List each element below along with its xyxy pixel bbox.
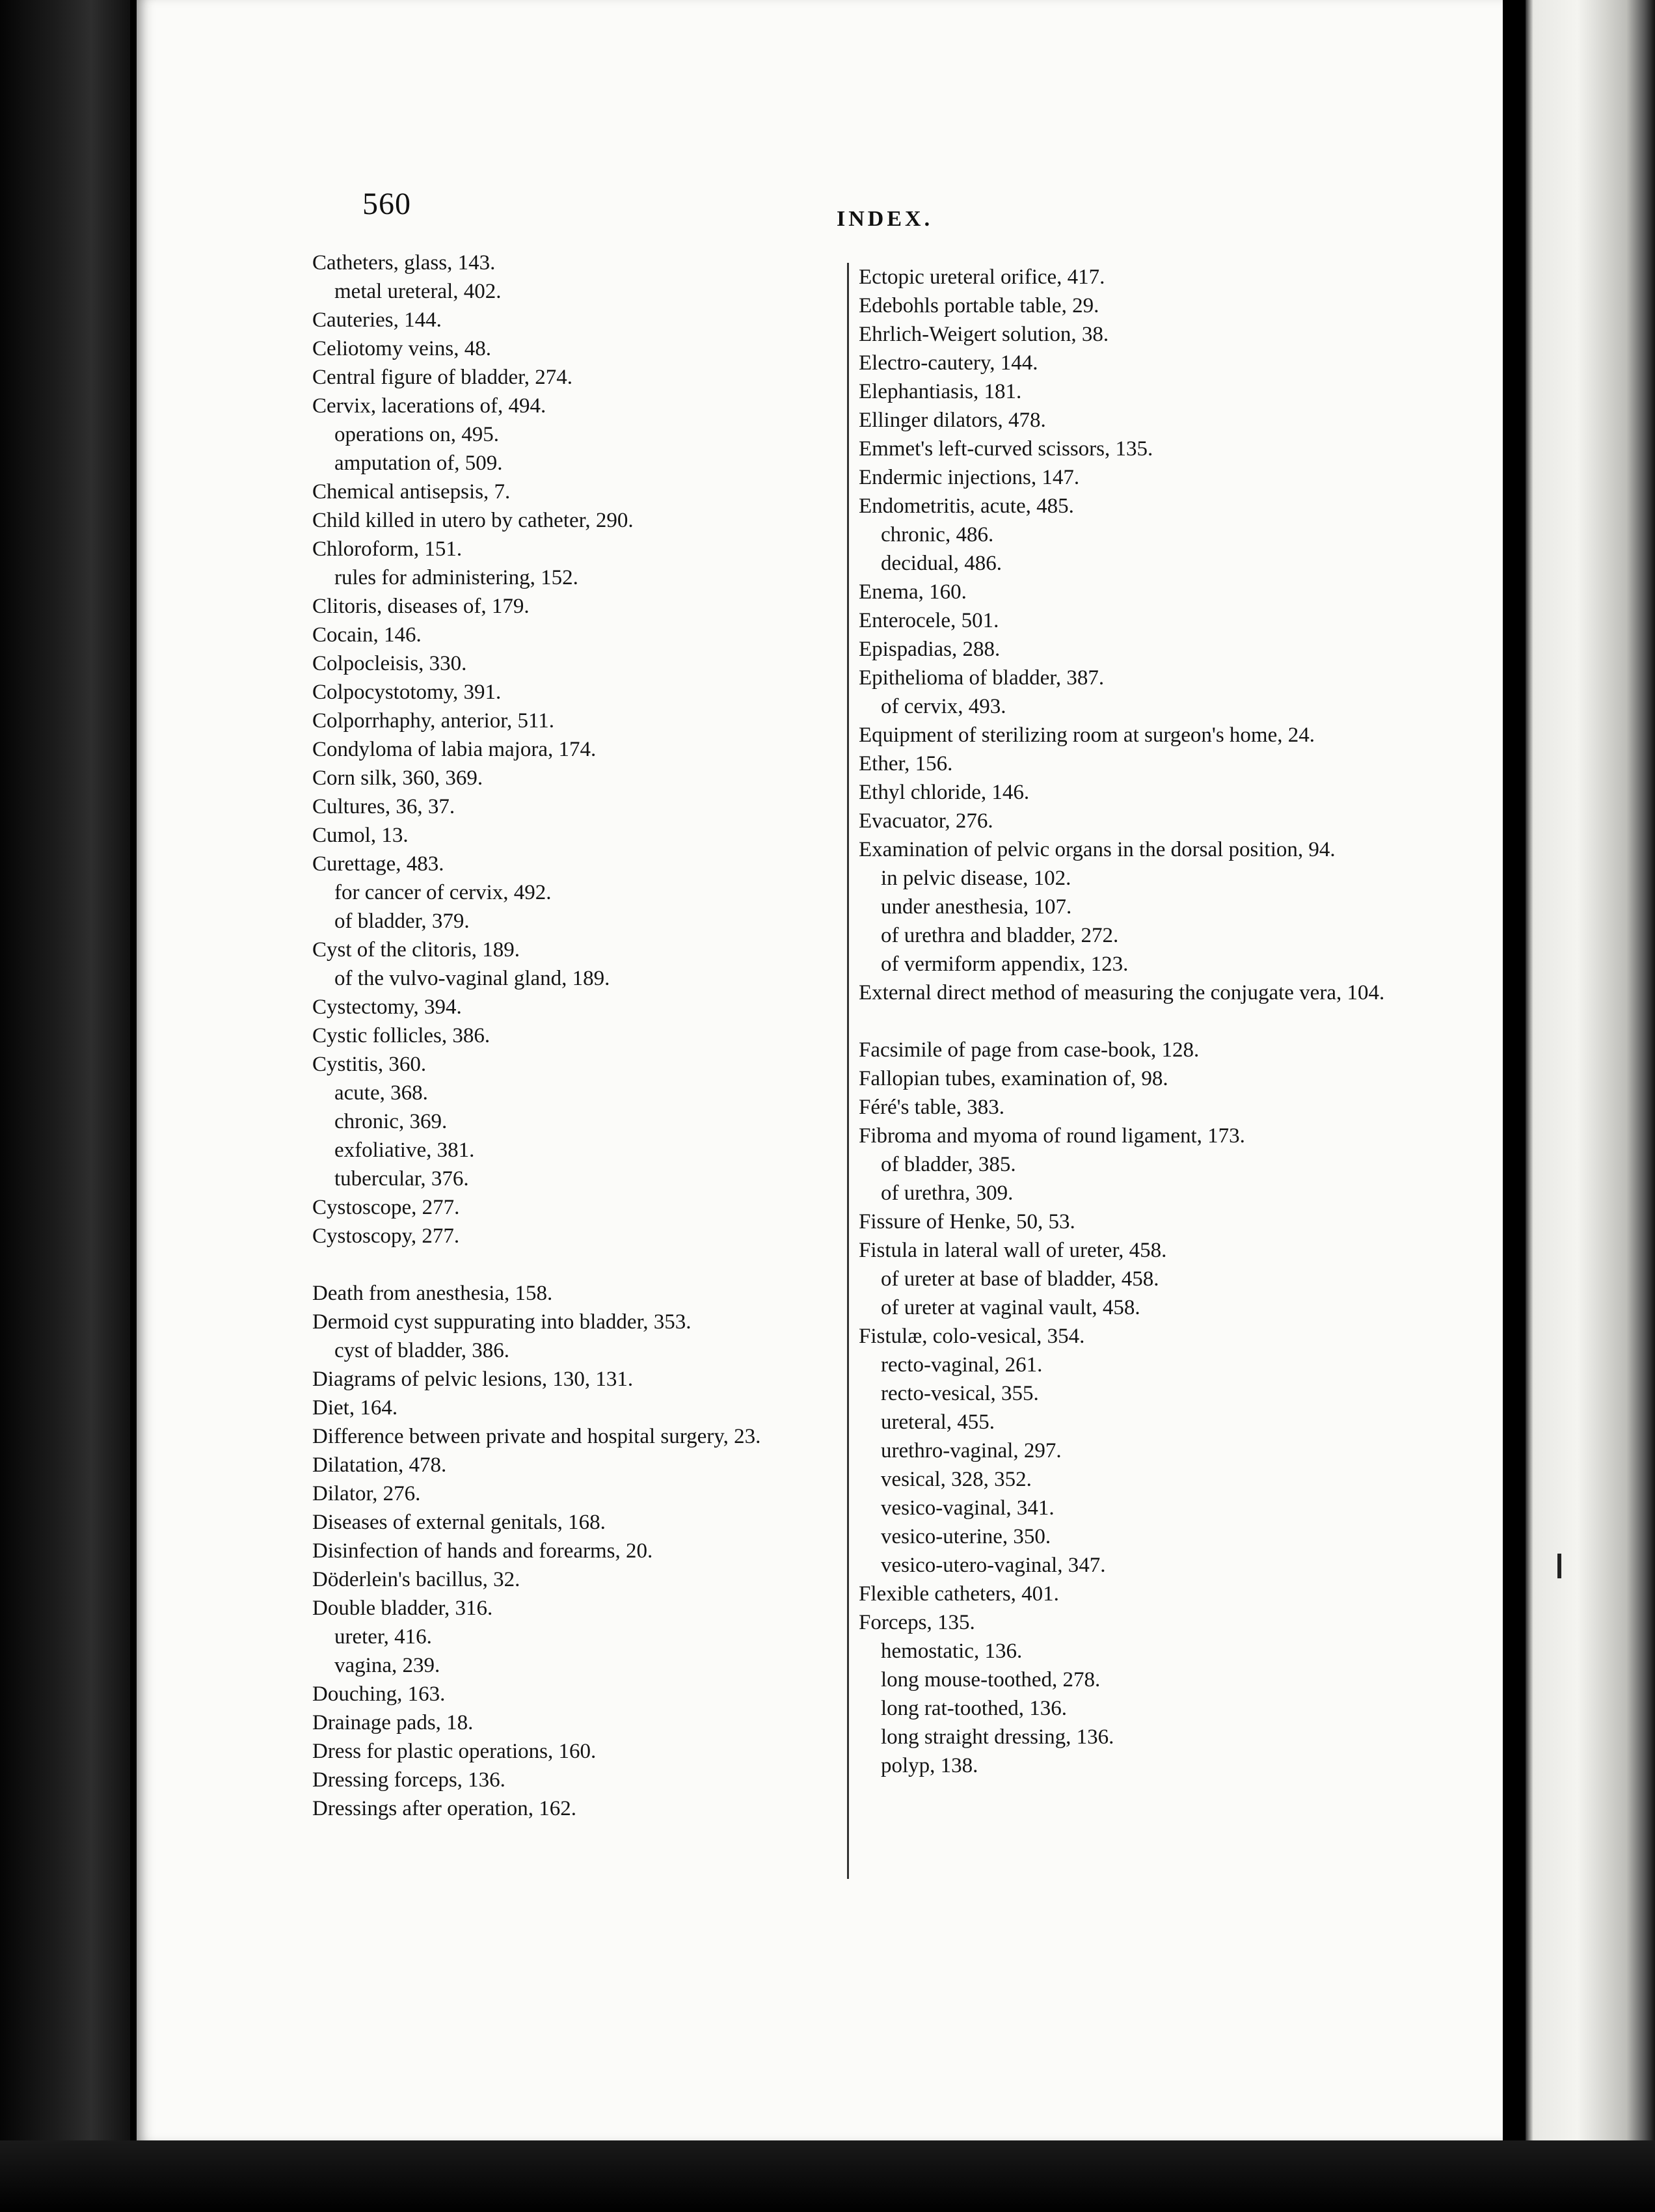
index-subentry: under anesthesia, 107. xyxy=(881,895,1072,919)
index-subentry: acute, 368. xyxy=(334,1081,428,1105)
index-subentry: of urethra, 309. xyxy=(881,1181,1014,1205)
index-entry: Ethyl chloride, 146. xyxy=(859,781,1030,804)
index-entry: Epithelioma of bladder, 387. xyxy=(859,666,1105,690)
index-subentry: recto-vesical, 355. xyxy=(881,1382,1039,1405)
index-entry: Dressings after operation, 162. xyxy=(312,1797,576,1820)
index-column-left xyxy=(312,249,852,1823)
left-gutter xyxy=(0,0,130,2212)
index-subentry: long straight dressing, 136. xyxy=(881,1725,1114,1749)
index-subentry: of bladder, 385. xyxy=(881,1153,1016,1176)
facing-page-edge xyxy=(1526,0,1655,2212)
index-entry: Epispadias, 288. xyxy=(859,638,1001,661)
index-entry: Emmet's left-curved scissors, 135. xyxy=(859,437,1153,461)
index-entry: Enema, 160. xyxy=(859,580,967,604)
index-subentry: in pelvic disease, 102. xyxy=(881,867,1071,890)
index-entry: Diseases of external genitals, 168. xyxy=(312,1511,606,1534)
index-entry: Ectopic ureteral orifice, 417. xyxy=(859,265,1105,289)
index-entry: Corn silk, 360, 369. xyxy=(312,766,483,790)
index-entry: Dress for plastic operations, 160. xyxy=(312,1740,597,1763)
index-entry: Chloroform, 151. xyxy=(312,537,463,561)
index-entry: Fallopian tubes, examination of, 98. xyxy=(859,1067,1168,1090)
index-entry: Colpocystotomy, 391. xyxy=(312,681,502,704)
index-entry: Fistulæ, colo-vesical, 354. xyxy=(859,1325,1085,1348)
index-subentry: ureteral, 455. xyxy=(881,1410,995,1434)
page-number: 560 xyxy=(362,187,411,221)
index-subentry: vesico-utero-vaginal, 347. xyxy=(881,1554,1106,1577)
index-subentry: long mouse-toothed, 278. xyxy=(881,1668,1101,1692)
index-entry: Douching, 163. xyxy=(312,1682,446,1706)
index-entry: Elephantiasis, 181. xyxy=(859,380,1022,403)
index-entry: Central figure of bladder, 274. xyxy=(312,366,573,389)
index-subentry: for cancer of cervix, 492. xyxy=(334,881,552,904)
index-column-right xyxy=(859,263,1399,1780)
index-entry: Colpocleisis, 330. xyxy=(312,652,467,675)
index-subentry: polyp, 138. xyxy=(881,1754,978,1777)
index-subentry: cyst of bladder, 386. xyxy=(334,1339,510,1362)
index-entry: Condyloma of labia majora, 174. xyxy=(312,738,597,761)
index-entry: Cystoscope, 277. xyxy=(312,1196,460,1219)
index-subentry: urethro-vaginal, 297. xyxy=(881,1439,1062,1463)
index-entry: Flexible catheters, 401. xyxy=(859,1582,1059,1606)
index-subentry: amputation of, 509. xyxy=(334,452,503,475)
index-entry: Electro-cautery, 144. xyxy=(859,351,1038,375)
index-entry: Chemical antisepsis, 7. xyxy=(312,480,511,504)
index-entry: Death from anesthesia, 158. xyxy=(312,1282,553,1305)
index-entry: Celiotomy veins, 48. xyxy=(312,337,491,360)
index-entry: Enterocele, 501. xyxy=(859,609,999,632)
index-entry: Difference between private and hospital surgery, 23. xyxy=(312,1425,761,1448)
index-entry: External direct method of measuring the conjugate vera, 104. xyxy=(859,981,1385,1005)
index-entry: Forceps, 135. xyxy=(859,1611,975,1634)
index-subentry: hemostatic, 136. xyxy=(881,1639,1023,1663)
index-entry: Endermic injections, 147. xyxy=(859,466,1080,489)
index-entry: Diet, 164. xyxy=(312,1396,398,1420)
index-subentry: exfoliative, 381. xyxy=(334,1139,475,1162)
index-entry: Edebohls portable table, 29. xyxy=(859,294,1099,317)
index-entry: Cervix, lacerations of, 494. xyxy=(312,394,546,418)
index-entry: Curettage, 483. xyxy=(312,852,444,876)
index-subentry: chronic, 486. xyxy=(881,523,994,546)
index-entry: Cultures, 36, 37. xyxy=(312,795,455,818)
index-entry: Dilatation, 478. xyxy=(312,1453,447,1477)
index-subentry: of bladder, 379. xyxy=(334,910,470,933)
index-subentry: rules for administering, 152. xyxy=(334,566,578,589)
index-entry: Colporrhaphy, anterior, 511. xyxy=(312,709,554,733)
index-subentry: chronic, 369. xyxy=(334,1110,448,1133)
running-head: INDEX. xyxy=(837,207,934,231)
section-gap xyxy=(859,1007,1399,1036)
index-entry: Dilator, 276. xyxy=(312,1482,421,1505)
index-entry: Diagrams of pelvic lesions, 130, 131. xyxy=(312,1368,634,1391)
index-subentry: vesical, 328, 352. xyxy=(881,1468,1032,1491)
index-entry: Döderlein's bacillus, 32. xyxy=(312,1568,520,1591)
index-entry: Cystic follicles, 386. xyxy=(312,1024,491,1047)
index-entry: Equipment of sterilizing room at surgeon's home, 24. xyxy=(859,723,1315,747)
index-subentry: vesico-vaginal, 341. xyxy=(881,1496,1055,1520)
index-entry: Cumol, 13. xyxy=(312,824,409,847)
index-entry: Cystoscopy, 277. xyxy=(312,1224,460,1248)
index-subentry: tubercular, 376. xyxy=(334,1167,469,1191)
index-entry: Double bladder, 316. xyxy=(312,1597,493,1620)
index-entry: Cystitis, 360. xyxy=(312,1053,427,1076)
index-entry: Cystectomy, 394. xyxy=(312,995,462,1019)
index-subentry: long rat-toothed, 136. xyxy=(881,1697,1067,1720)
index-entry: Facsimile of page from case-book, 128. xyxy=(859,1038,1200,1062)
index-entry: Féré's table, 383. xyxy=(859,1096,1005,1119)
index-subentry: of ureter at vaginal vault, 458. xyxy=(881,1296,1140,1319)
index-subentry: recto-vaginal, 261. xyxy=(881,1353,1043,1377)
index-subentry: operations on, 495. xyxy=(334,423,499,446)
index-entry: Cyst of the clitoris, 189. xyxy=(312,938,520,962)
index-subentry: decidual, 486. xyxy=(881,552,1002,575)
index-entry: Ellinger dilators, 478. xyxy=(859,409,1046,432)
index-entry: Dressing forceps, 136. xyxy=(312,1768,505,1792)
index-entry: Fissure of Henke, 50, 53. xyxy=(859,1210,1075,1234)
section-gap xyxy=(312,1250,852,1279)
index-entry: Evacuator, 276. xyxy=(859,809,993,833)
index-entry: Examination of pelvic organs in the dorsal position, 94. xyxy=(859,838,1336,861)
index-entry: Ehrlich-Weigert solution, 38. xyxy=(859,323,1109,346)
index-entry: Cocain, 146. xyxy=(312,623,422,647)
index-entry: Disinfection of hands and forearms, 20. xyxy=(312,1539,653,1563)
index-entry: Drainage pads, 18. xyxy=(312,1711,474,1734)
index-entry: Dermoid cyst suppurating into bladder, 353. xyxy=(312,1310,692,1334)
index-subentry: metal ureteral, 402. xyxy=(334,280,502,303)
margin-mark xyxy=(1557,1554,1561,1578)
bottom-scan-edge xyxy=(0,2140,1655,2212)
index-entry: Ether, 156. xyxy=(859,752,953,776)
index-subentry: vesico-uterine, 350. xyxy=(881,1525,1051,1548)
index-entry: Cauteries, 144. xyxy=(312,308,442,332)
index-subentry: vagina, 239. xyxy=(334,1654,440,1677)
index-entry: Catheters, glass, 143. xyxy=(312,251,496,275)
index-subentry: of the vulvo-vaginal gland, 189. xyxy=(334,967,610,990)
index-entry: Child killed in utero by catheter, 290. xyxy=(312,509,634,532)
index-entry: Endometritis, acute, 485. xyxy=(859,494,1074,518)
index-entry: Fibroma and myoma of round ligament, 173. xyxy=(859,1124,1245,1148)
index-subentry: of ureter at base of bladder, 458. xyxy=(881,1267,1159,1291)
index-subentry: of vermiform appendix, 123. xyxy=(881,952,1129,976)
index-subentry: of cervix, 493. xyxy=(881,695,1006,718)
index-entry: Fistula in lateral wall of ureter, 458. xyxy=(859,1239,1167,1262)
index-subentry: of urethra and bladder, 272. xyxy=(881,924,1119,947)
index-entry: Clitoris, diseases of, 179. xyxy=(312,595,530,618)
index-subentry: ureter, 416. xyxy=(334,1625,432,1649)
